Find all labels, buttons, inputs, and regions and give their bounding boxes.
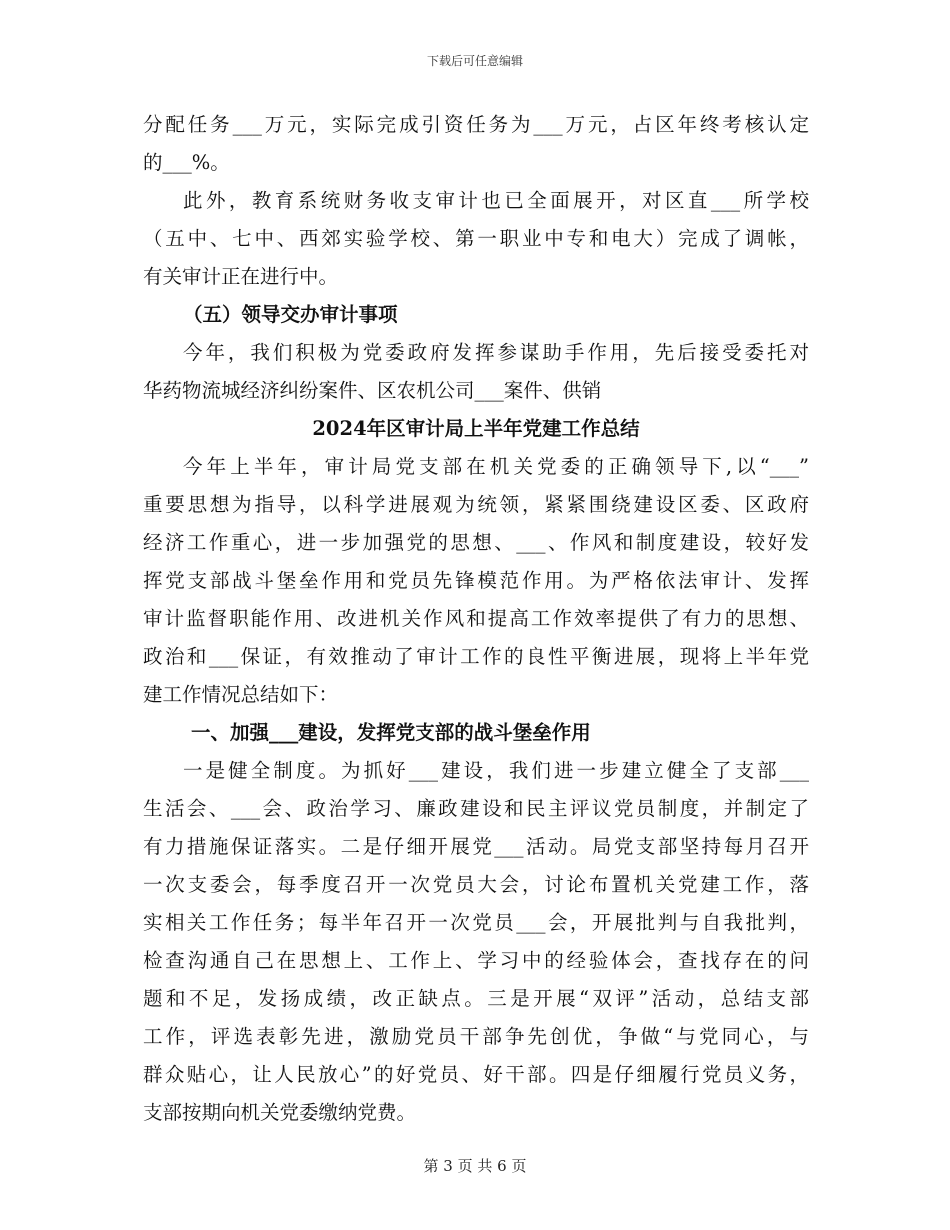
document-title: 2024年区审计局上半年党建工作总结 <box>312 417 640 440</box>
body-line: 工作，评选表彰先进，激励党员干部争先创优，争做“与党同心，与 <box>143 1025 809 1048</box>
body-line: 生活会、___会、政治学习、廉政建设和民主评议党员制度，并制定了 <box>143 797 809 820</box>
body-line: 有力措施保证落实。二是仔细开展党___活动。局党支部坚持每月召开 <box>143 835 809 858</box>
paragraph-start: 一是健全制度。为抓好___建设，我们进一步建立健全了支部___ <box>183 759 809 782</box>
page-number: 第 3 页 共 6 页 <box>423 1157 527 1175</box>
body-line: 经济工作重心，进一步加强党的思想、___、作风和制度建设，较好发 <box>143 531 809 554</box>
subsection-heading: （五）领导交办审计事项 <box>183 303 398 326</box>
body-line: 题和不足，发扬成绩，改正缺点。三是开展“双评”活动，总结支部 <box>143 987 809 1010</box>
body-line: 政治和___保证，有效推动了审计工作的良性平衡进展，现将上半年党 <box>143 645 809 668</box>
body-line: 支部按期向机关党委缴纳党费。 <box>143 1101 417 1124</box>
body-line: 的___%。 <box>143 151 230 174</box>
body-line: 有关审计正在进行中。 <box>143 265 339 288</box>
body-line: 实相关工作任务；每半年召开一次党员___会，开展批判与自我批判， <box>143 911 809 934</box>
body-line: 审计监督职能作用、改进机关作风和提高工作效率提供了有力的思想、 <box>143 607 809 630</box>
body-line: 华药物流城经济纠纷案件、区农机公司___案件、供销 <box>143 379 602 402</box>
header-note: 下载后可任意编辑 <box>426 54 523 68</box>
body-line: 群众贴心，让人民放心”的好党员、好干部。四是仔细履行党员义务， <box>143 1063 809 1086</box>
body-line: 挥党支部战斗堡垒作用和党员先锋模范作用。为严格依法审计、发挥 <box>143 569 809 592</box>
body-line: 重要思想为指导，以科学进展观为统领，紧紧围绕建设区委、区政府 <box>143 493 809 516</box>
paragraph-start: 今年上半年，审计局党支部在机关党委的正确领导下,以“___” <box>183 455 809 478</box>
body-line: 建工作情况总结如下： <box>143 683 339 706</box>
body-line: 一次支委会，每季度召开一次党员大会，讨论布置机关党建工作，落 <box>143 873 809 896</box>
document-body <box>143 106 809 1132</box>
body-line: （五中、七中、西郊实验学校、第一职业中专和电大）完成了调帐， <box>143 227 809 250</box>
paragraph-start: 此外，教育系统财务收支审计也已全面展开，对区直___所学校 <box>183 189 809 212</box>
section-heading: 一、加强___建设，发挥党支部的战斗堡垒作用 <box>191 721 591 744</box>
body-line: 分配任务___万元，实际完成引资任务为___万元，占区年终考核认定 <box>143 113 809 136</box>
paragraph-start: 今年，我们积极为党委政府发挥参谋助手作用，先后接受委托对 <box>183 341 809 364</box>
body-line: 检查沟通自己在思想上、工作上、学习中的经验体会，查找存在的问 <box>143 949 809 972</box>
